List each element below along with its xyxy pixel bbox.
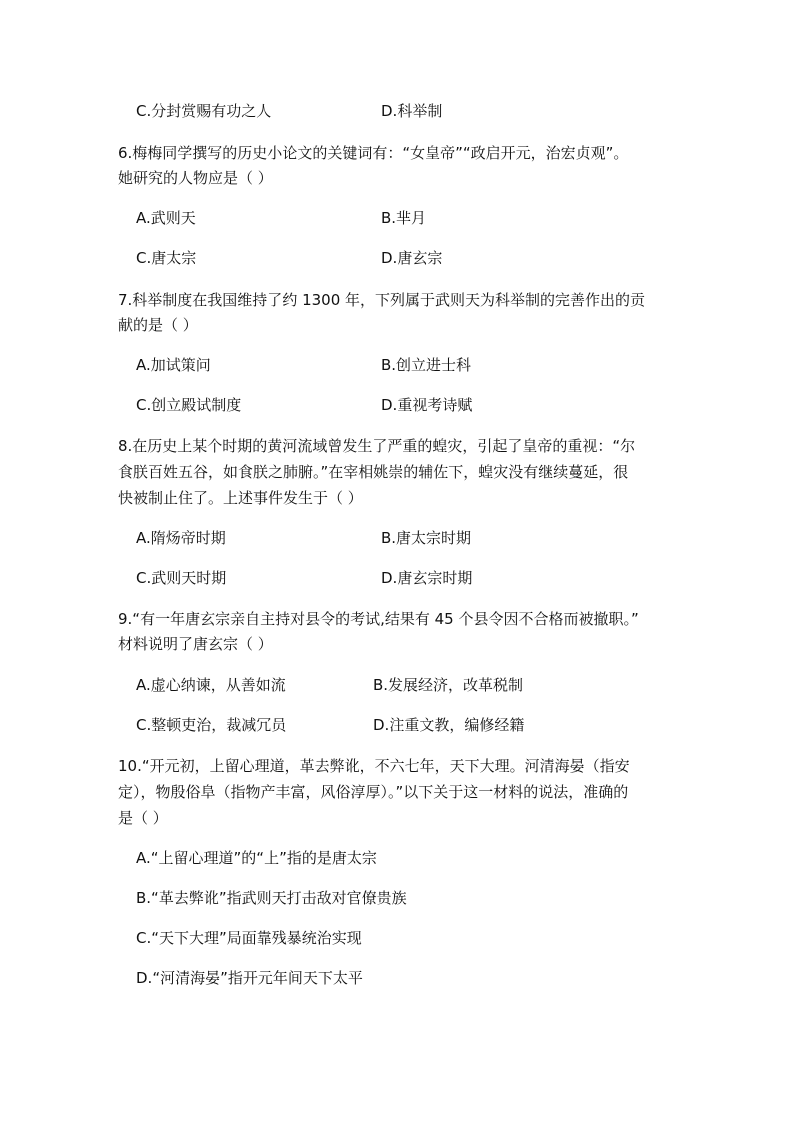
- q9-option-c: C.整顿吏治，裁减冗员: [136, 716, 287, 734]
- q10-option-d: D.“河清海晏”指开元年间天下太平: [136, 969, 363, 987]
- q9-stem-line-2: 材料说明了唐玄宗（ ）: [118, 635, 273, 653]
- q6-stem-line-1: 6.梅梅同学撰写的历史小论文的关键词有：“女皇帝”“政启开元，治宏贞观”。: [118, 144, 629, 162]
- q6-option-c: C.唐太宗: [136, 249, 197, 267]
- q7-option-c: C.创立殿试制度: [136, 396, 242, 414]
- q9-option-d: D.注重文教，编修经籍: [373, 716, 525, 734]
- q7-option-d: D.重视考诗赋: [381, 396, 473, 414]
- q8-stem-line-2: 食朕百姓五谷，如食朕之肺腑。”在宰相姚崇的辅佐下，蝗灾没有继续蔓延，很: [118, 463, 629, 481]
- q10-stem-line-2: 定），物殷俗阜（指物产丰富，风俗淳厚）。”以下关于这一材料的说法，准确的: [118, 783, 629, 801]
- q6-option-d: D.唐玄宗: [381, 249, 443, 267]
- q8-stem-line-1: 8.在历史上某个时期的黄河流域曾发生了严重的蝗灾，引起了皇帝的重视：“尔: [118, 437, 636, 455]
- q10-option-a: A.“上留心理道”的“上”指的是唐太宗: [136, 849, 377, 867]
- q10-option-b: B.“革去弊讹”指武则天打击敌对官僚贵族: [136, 889, 407, 907]
- q8-option-a: A.隋炀帝时期: [136, 529, 226, 547]
- q6-option-b: B.芈月: [381, 209, 427, 227]
- q7-option-a: A.加试策问: [136, 356, 211, 374]
- q8-option-b: B.唐太宗时期: [381, 529, 472, 547]
- q6-option-a: A.武则天: [136, 209, 196, 227]
- q7-stem-line-2: 献的是（ ）: [118, 316, 198, 334]
- q10-option-c: C.“天下大理”局面靠残暴统治实现: [136, 929, 362, 947]
- q7-option-b: B.创立进士科: [381, 356, 472, 374]
- q10-stem-line-1: 10.“开元初，上留心理道，革去弊讹，不六七年，天下大理。河清海晏（指安: [118, 757, 630, 775]
- q9-stem-line-1: 9.“有一年唐玄宗亲自主持对县令的考试,结果有 45 个县令因不合格而被撤职。”: [118, 610, 639, 628]
- q6-stem-line-2: 她研究的人物应是（ ）: [118, 169, 273, 187]
- q5-option-d: D.科举制: [381, 102, 443, 120]
- q9-option-b: B.发展经济，改革税制: [373, 676, 524, 694]
- q8-stem-line-3: 快被制止住了。上述事件发生于（ ）: [118, 489, 363, 507]
- q8-option-c: C.武则天时期: [136, 569, 227, 587]
- q9-option-a: A.虚心纳谏，从善如流: [136, 676, 286, 694]
- q5-option-c: C.分封赏赐有功之人: [136, 102, 272, 120]
- q8-option-d: D.唐玄宗时期: [381, 569, 473, 587]
- q7-stem-line-1: 7.科举制度在我国维持了约 1300 年，下列属于武则天为科举制的完善作出的贡: [118, 291, 646, 309]
- q10-stem-line-3: 是（ ）: [118, 809, 168, 827]
